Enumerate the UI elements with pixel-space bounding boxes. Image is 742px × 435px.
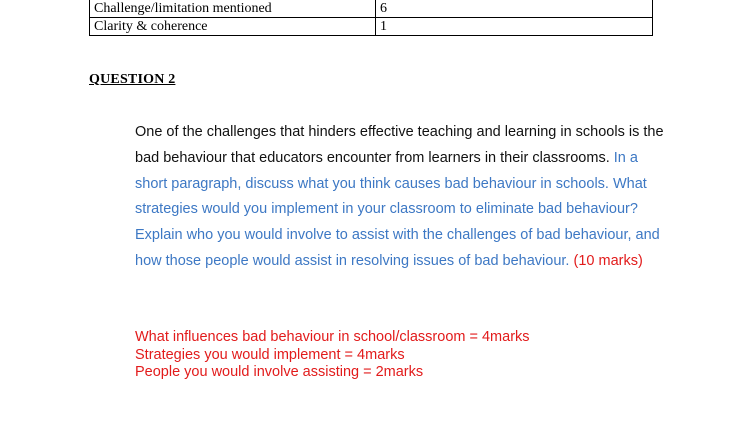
mark-breakdown [135, 329, 530, 382]
question-text [135, 120, 665, 275]
rubric-table [89, 0, 653, 36]
rubric-marks: 1 [376, 18, 653, 36]
rubric-criterion: Clarity & coherence [90, 18, 376, 36]
breakdown-line: What influences bad behaviour in school/classroom = 4marks [135, 329, 530, 345]
question-task: In a short paragraph, discuss what you think causes bad behaviour in schools. What strategies would you implement in your classroom to eliminate bad behaviour? Explain who you would involve to assist with the challenges of bad behaviour, and how those people would assist in resolving issues of bad behaviour. [135, 149, 660, 269]
question-marks: (10 marks) [573, 252, 643, 269]
table-row [90, 18, 653, 36]
breakdown-line: People you would involve assisting = 2marks [135, 364, 424, 380]
breakdown-line: Strategies you would implement = 4marks [135, 346, 405, 363]
question-intro: One of the challenges that hinders effective teaching and learning in schools is the bad behaviour that educators encounter from learners in their classrooms. [135, 124, 664, 166]
question-heading: QUESTION 2 [89, 72, 176, 87]
rubric-marks: 6 [376, 0, 653, 18]
rubric-criterion: Challenge/limitation mentioned [90, 0, 376, 18]
table-row [90, 0, 653, 18]
